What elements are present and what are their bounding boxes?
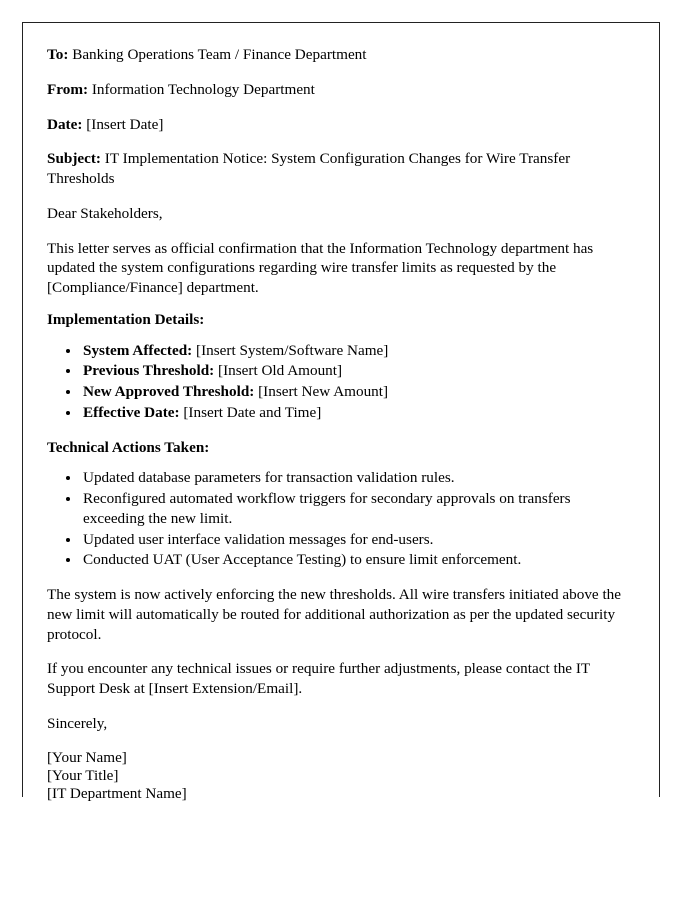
list-item: [81, 382, 635, 402]
field-subject-label: Subject:: [47, 150, 101, 168]
field-from: [47, 80, 635, 100]
letter-body: [23, 23, 659, 803]
intro-paragraph: This letter serves as official confirmation that the Information Technology department has updated the system configurations regarding wire transfer limits as requested by the [Compliance/Finance] department.: [47, 239, 594, 296]
support-paragraph: If you encounter any technical issues or require further adjustments, please contact the IT Support Desk at [Insert Extension/Email].: [47, 660, 590, 697]
list-item: • Conducted UAT (User Acceptance Testing) to ensure limit enforcement.: [81, 550, 635, 570]
field-to: [47, 45, 635, 65]
technical-actions-heading: Technical Actions Taken:: [47, 438, 210, 456]
field-date: [47, 115, 635, 135]
implementation-item-label: Previous Threshold:: [83, 362, 215, 380]
implementation-item-value: [Insert Date and Time]: [183, 403, 322, 421]
list-item: [81, 341, 635, 361]
list-item: [81, 361, 635, 381]
list-item: • Updated user interface validation messages for end-users.: [81, 530, 635, 550]
signature-line-name: [Your Name]: [47, 748, 127, 766]
field-to-value: Banking Operations Team / Finance Department: [72, 46, 367, 63]
list-item: [81, 403, 635, 423]
document-page: [22, 22, 660, 802]
implementation-item-value: [Insert New Amount]: [258, 383, 389, 400]
implementation-item-label: New Approved Threshold:: [83, 383, 255, 400]
field-subject: [47, 149, 635, 189]
list-item: • Reconfigured automated workflow triggers for secondary approvals on transfers exceeding the new limit.: [81, 489, 635, 529]
closing: Sincerely,: [47, 714, 108, 732]
signature-line-title: [Your Title]: [47, 766, 119, 784]
implementation-item-label: System Affected:: [83, 341, 193, 359]
implementation-item-value: [Insert Old Amount]: [218, 362, 343, 380]
field-from-label: From:: [47, 80, 89, 98]
signature-block: [47, 749, 635, 804]
field-from-value: Information Technology Department: [91, 80, 315, 98]
field-subject-value: IT Implementation Notice: System Configuration Changes for Wire Transfer Thresholds: [47, 150, 571, 187]
salutation: Dear Stakeholders,: [47, 204, 163, 222]
signature-line-department: [IT Department Name]: [47, 784, 187, 802]
implementation-details-list: [47, 341, 635, 423]
list-item: • Updated database parameters for transaction validation rules.: [81, 468, 635, 488]
implementation-item-value: [Insert System/Software Name]: [196, 341, 389, 359]
field-date-value: [Insert Date]: [86, 115, 164, 133]
technical-actions-list: [47, 468, 635, 570]
implementation-item-label: Effective Date:: [83, 403, 180, 421]
implementation-details-heading: Implementation Details:: [47, 310, 205, 328]
enforcement-paragraph: The system is now actively enforcing the new thresholds. All wire transfers initiated above the new limit will automatically be routed for additional authorization as per the updated security protocol.: [47, 586, 622, 643]
field-date-label: Date:: [47, 115, 83, 133]
field-to-label: To:: [47, 46, 69, 63]
